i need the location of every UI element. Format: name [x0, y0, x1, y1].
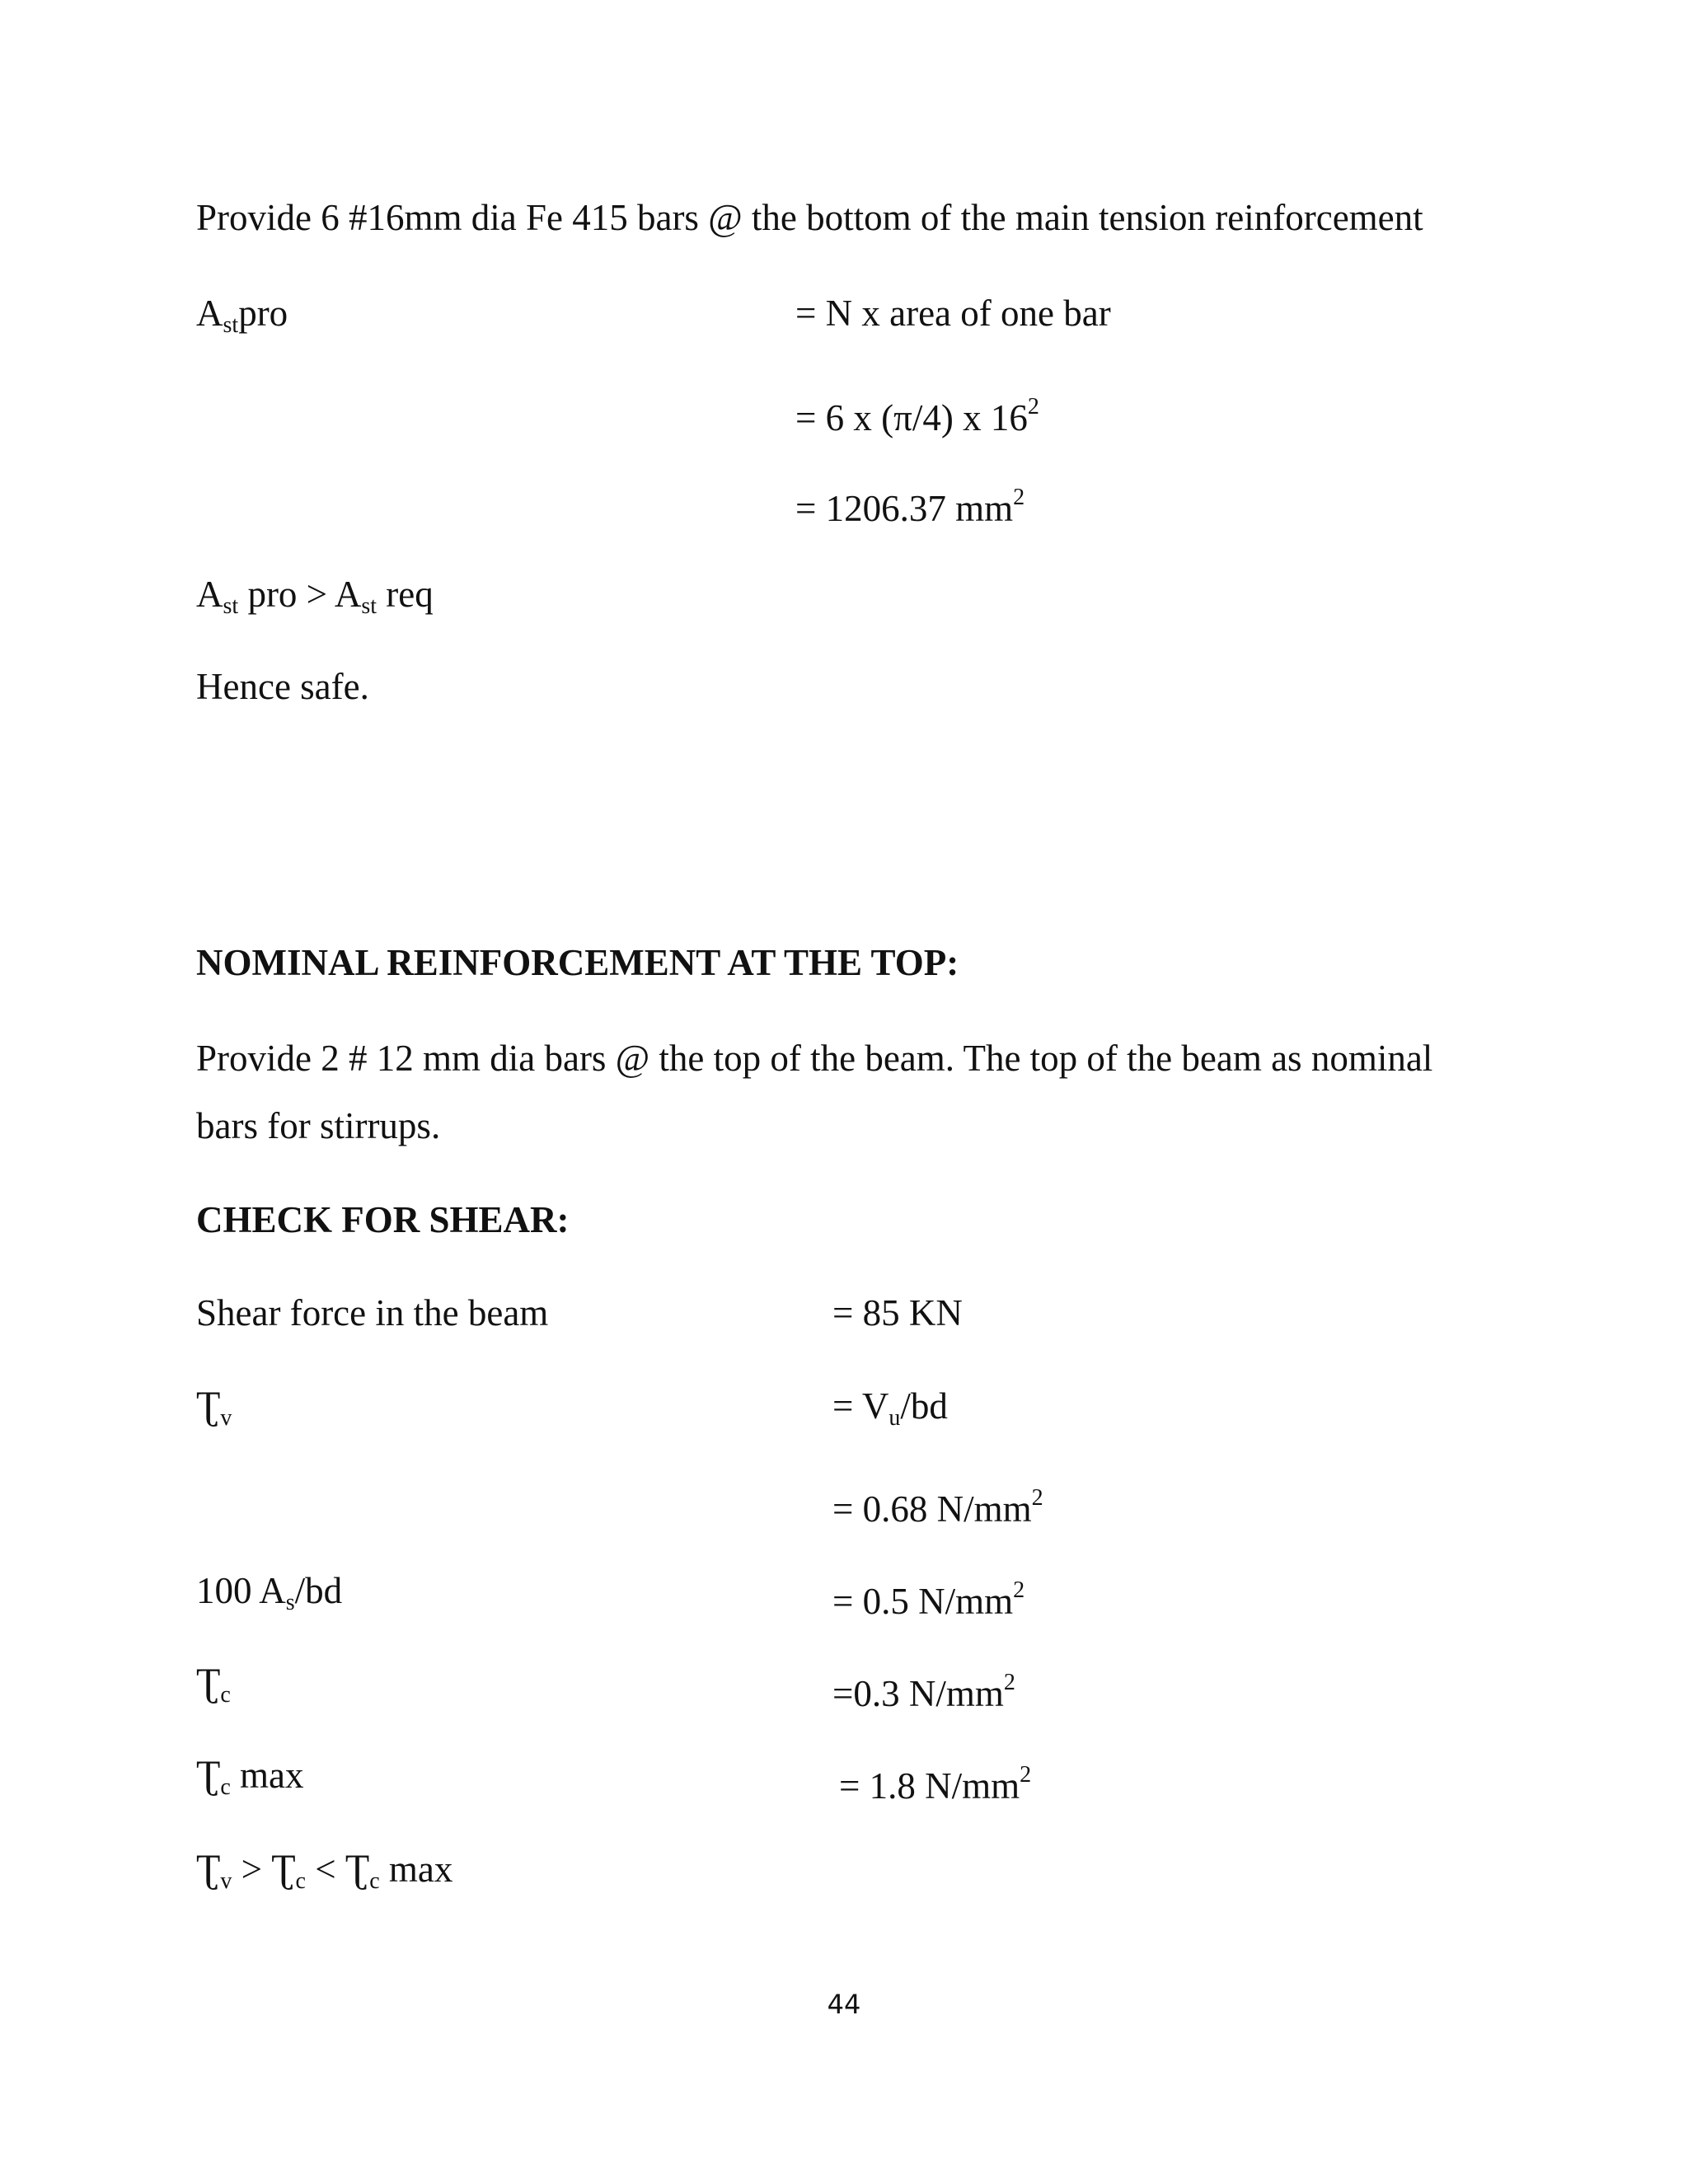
tau-v-label: $Ʈ_v$: [196, 1384, 232, 1431]
tau-c-max-value: = 1.8 $N/mm^2$: [839, 1762, 1032, 1807]
safety-conclusion: Hence safe.: [196, 666, 369, 707]
provide-bars-line: Provide 6 #16mm dia Fe 415 bars @ the bottom of the main tension reinforcement: [196, 197, 1423, 238]
astpro-result: = 1206.37 $mm^2$: [795, 485, 1025, 529]
percent-steel-label: 100 $A_s/bd$: [196, 1570, 343, 1615]
tau-v-formula: = $V_u/bd$: [832, 1385, 948, 1431]
astpro-formula: = N x area of one bar: [795, 293, 1111, 334]
tau-c-value: =0.3 $N/mm^2$: [832, 1670, 1015, 1714]
check-for-shear-heading: CHECK FOR SHEAR:: [196, 1199, 570, 1240]
tau-c-max-label: $Ʈ_c$ max: [196, 1753, 304, 1800]
astpro-calculation: = 6 x (π/4) x $16^2$: [795, 394, 1039, 438]
shear-force-value: = 85 KN: [832, 1292, 963, 1333]
nominal-reinforcement-heading: NOMINAL REINFORCEMENT AT THE TOP:: [196, 942, 959, 983]
tau-v-value: = 0.68 $N/mm^2$: [832, 1485, 1043, 1530]
tau-c-label: $Ʈ_c$: [196, 1661, 231, 1708]
ast-comparison: $A_{st}$ pro > $A_{st}$ req: [196, 574, 434, 619]
nominal-paragraph-line-1: Provide 2 # 12 mm dia bars @ the top of the beam. The top of the beam as nominal: [196, 1038, 1433, 1079]
nominal-paragraph-line-2: bars for stirrups.: [196, 1105, 441, 1146]
shear-stress-comparison: $Ʈ_v$ > $Ʈ_c$ < $Ʈ_c$ max: [196, 1847, 453, 1894]
shear-force-label: Shear force in the beam: [196, 1292, 549, 1333]
astpro-label: $A_{st}pro$: [196, 293, 288, 338]
page-number: 44: [827, 1989, 861, 2020]
percent-steel-value: = 0.5 $N/mm^2$: [832, 1577, 1025, 1622]
